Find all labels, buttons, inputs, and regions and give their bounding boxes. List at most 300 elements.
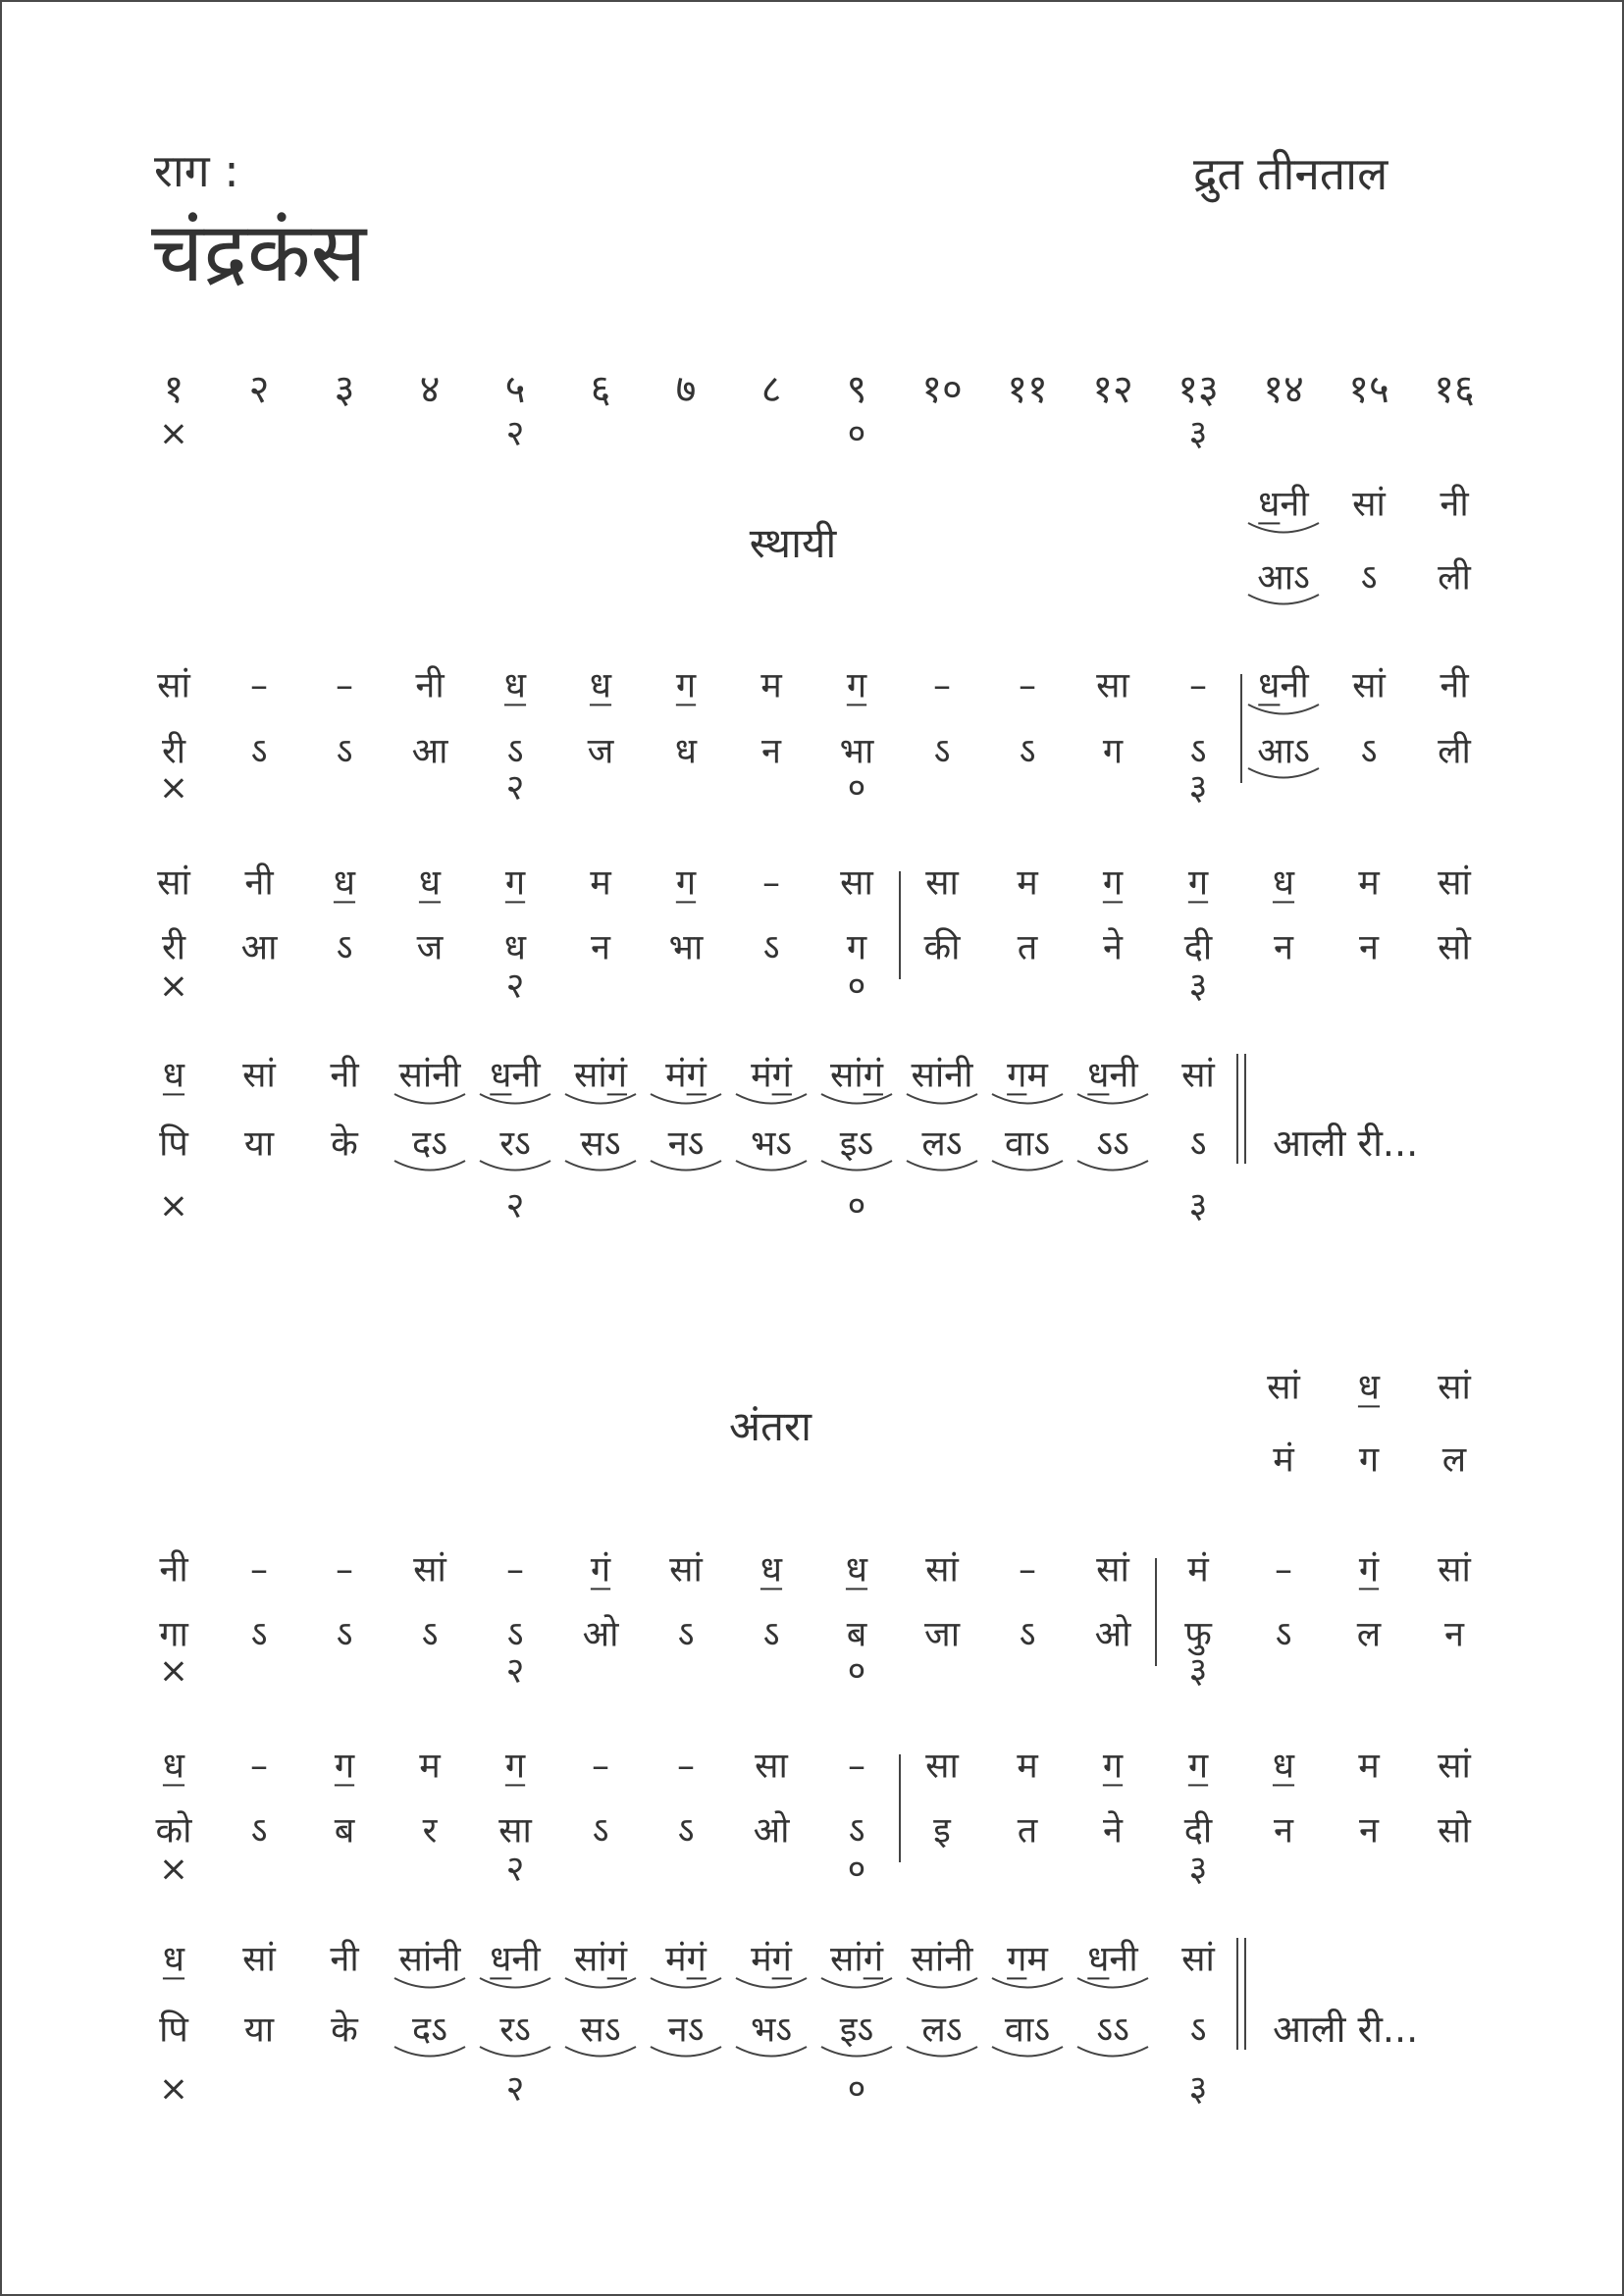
note: सांनी <box>398 1939 461 1980</box>
slur-arc <box>648 1091 724 1109</box>
komal-swar: ग <box>334 1746 355 1787</box>
lyric: र <box>422 1810 438 1852</box>
komal-swar: ध <box>1258 665 1281 706</box>
lyric: ऽऽ <box>1096 2009 1129 2051</box>
note-part: मं <box>665 1939 687 1980</box>
beat-number: १५ <box>1348 367 1389 412</box>
slur-arc <box>733 2044 810 2061</box>
note <box>590 664 611 706</box>
lyric: ऽ <box>762 927 780 968</box>
tali-marker: ० <box>847 413 866 454</box>
ending-text: आली री... <box>1273 2008 1419 2052</box>
komal-swar: गं <box>863 1939 883 1980</box>
lyric: भऽ <box>750 2009 793 2051</box>
lyric: के <box>331 1123 358 1165</box>
note: सांनी <box>911 1055 973 1096</box>
note <box>676 664 696 706</box>
note <box>163 1938 184 1980</box>
note: म <box>1017 862 1038 904</box>
sthayi-title: स्थायी <box>749 518 837 567</box>
beat-number: २ <box>248 367 270 412</box>
lyric: दऽ <box>412 2009 447 2051</box>
note: सां <box>242 1939 276 1980</box>
lyric: ऽ <box>848 1810 865 1852</box>
beat-number: ६ <box>590 367 611 412</box>
note: सा <box>925 862 959 904</box>
note <box>505 1745 525 1787</box>
note: सां <box>157 665 190 706</box>
pickup-lyric: ग <box>1358 1439 1380 1481</box>
slur-arc <box>1245 765 1322 783</box>
lyric: आ <box>240 927 278 968</box>
komal-swar: ध <box>503 665 527 706</box>
beat-number: ४ <box>419 367 441 412</box>
tali-marker: ० <box>847 1650 866 1692</box>
lyric: इऽ <box>839 2009 874 2051</box>
note: – <box>762 862 780 904</box>
lyric: सो <box>1438 1810 1471 1852</box>
lyric: ज <box>587 731 614 772</box>
komal-swar: ग <box>1102 1746 1124 1787</box>
note-part: मं <box>751 1055 772 1096</box>
lyric: वाऽ <box>1004 1123 1051 1165</box>
komal-swar: ग <box>1187 862 1209 904</box>
lyric: सऽ <box>580 2009 621 2051</box>
slur-arc <box>1245 702 1322 719</box>
note: सां <box>669 1549 703 1591</box>
vibhag-barline <box>1155 1558 1157 1666</box>
komal-swar: ग <box>1007 1939 1027 1980</box>
note <box>760 1548 782 1591</box>
lyric: या <box>243 2009 275 2051</box>
note-part: मं <box>665 1055 687 1096</box>
slur-arc <box>392 1091 468 1109</box>
lyric: ने <box>1103 1810 1123 1852</box>
note: मं <box>1187 1549 1209 1591</box>
lyric: ब <box>334 1810 355 1852</box>
slur-arc <box>477 1091 553 1109</box>
lyric: ऽ <box>506 1614 524 1655</box>
komal-swar: ध <box>162 1746 185 1787</box>
lyric: के <box>331 2009 358 2051</box>
slur-arc <box>477 1158 553 1175</box>
note <box>335 1745 354 1787</box>
lyric: ने <box>1103 927 1123 968</box>
lyric: री <box>161 927 186 968</box>
lyric: ऽ <box>677 1810 695 1852</box>
komal-swar: ग <box>1007 1055 1027 1096</box>
note: म <box>1017 1746 1038 1787</box>
beat-number: १४ <box>1263 367 1304 412</box>
lyric: ऽ <box>1019 1614 1036 1655</box>
tali-marker: ० <box>847 767 866 809</box>
lyric: ऽ <box>336 1614 353 1655</box>
lyric: ऽ <box>592 1810 609 1852</box>
slur-arc <box>1074 2044 1151 2061</box>
komal-swar: गं <box>606 1939 627 1980</box>
lyric: ऽ <box>933 731 951 772</box>
lyric: ध <box>503 927 527 968</box>
note <box>846 1548 867 1591</box>
note: सां <box>925 1549 959 1591</box>
slur-arc <box>733 1158 810 1175</box>
note: सा <box>755 1746 788 1787</box>
komal-swar: गं <box>771 1055 792 1096</box>
komal-swar: गं <box>686 1055 707 1096</box>
beat-number: ८ <box>760 367 782 412</box>
double-barline <box>1244 1054 1246 1164</box>
slur-arc <box>904 1091 980 1109</box>
pickup-note: सां <box>1438 1367 1471 1408</box>
tali-marker: × <box>158 767 189 809</box>
komal-swar: ध <box>162 1939 185 1980</box>
lyric: को <box>155 1810 192 1852</box>
vibhag-barline <box>1240 674 1242 783</box>
komal-swar: ध <box>418 862 442 904</box>
lyric: दी <box>1183 1810 1213 1852</box>
komal-swar: ग <box>675 862 697 904</box>
lyric: ग <box>1102 731 1124 772</box>
note <box>505 861 525 904</box>
lyric: ध <box>674 731 698 772</box>
note-part: सां <box>830 1055 864 1096</box>
lyric: ऽ <box>1189 1123 1207 1165</box>
tali-marker: २ <box>505 1849 525 1890</box>
note <box>163 1054 184 1096</box>
lyric: ऽ <box>677 1614 695 1655</box>
lyric: ऽऽ <box>1096 1123 1129 1165</box>
slur-arc <box>733 1091 810 1109</box>
note: – <box>848 1746 865 1787</box>
beat-number: १२ <box>1092 367 1133 412</box>
note: नी <box>415 665 445 706</box>
tali-marker: × <box>158 2068 189 2110</box>
lyric: आऽ <box>1257 731 1310 772</box>
lyric: ऽ <box>506 731 524 772</box>
note: नी <box>330 1055 359 1096</box>
raag-label: राग : <box>154 144 239 197</box>
note-part: सां <box>574 1055 607 1096</box>
beat-number: ११ <box>1007 367 1048 412</box>
lyric: ओ <box>1094 1614 1131 1655</box>
lyric: त <box>1017 927 1038 968</box>
note <box>847 664 866 706</box>
slur-arc <box>648 2044 724 2061</box>
double-barline <box>1236 1938 1238 2050</box>
note <box>591 1548 610 1591</box>
lyric: दी <box>1183 927 1213 968</box>
note-part: नी <box>511 1055 541 1096</box>
lyric: न <box>1274 927 1293 968</box>
tali-marker: ० <box>847 965 866 1007</box>
note: म <box>1358 862 1380 904</box>
note <box>419 861 441 904</box>
note-part: सां <box>574 1939 607 1980</box>
lyric: री <box>161 731 186 772</box>
komal-swar: ग <box>846 665 867 706</box>
komal-swar: गं <box>1358 1549 1380 1591</box>
note: – <box>1189 665 1207 706</box>
note: म <box>1358 1746 1380 1787</box>
slur-arc <box>989 1975 1066 1993</box>
pickup-lyric: ल <box>1441 1439 1467 1481</box>
pickup-lyric: मं <box>1273 1439 1294 1481</box>
pickup-note <box>1358 1366 1380 1408</box>
slur-arc <box>904 1975 980 1993</box>
slur-arc <box>392 1975 468 1993</box>
slur-arc <box>818 2044 895 2061</box>
note-part: म <box>1026 1939 1048 1980</box>
taal-name: द्रुत तीनताल <box>1193 147 1388 200</box>
lyric: ब <box>846 1614 867 1655</box>
vibhag-barline <box>899 871 901 979</box>
pickup-note: नी <box>1440 484 1469 525</box>
note: सां <box>413 1549 446 1591</box>
komal-swar: ध <box>490 1939 512 1980</box>
beat-number: ७ <box>675 367 697 412</box>
pickup-lyric: ऽ <box>1360 557 1378 599</box>
note: – <box>1019 1549 1036 1591</box>
slur-arc <box>1074 1975 1151 1993</box>
beat-number: ५ <box>504 367 526 412</box>
lyric: न <box>761 731 781 772</box>
lyric: दऽ <box>412 1123 447 1165</box>
lyric: इऽ <box>839 1123 874 1165</box>
note <box>676 861 696 904</box>
tali-marker: ३ <box>1188 1185 1208 1226</box>
komal-swar: गं <box>771 1939 792 1980</box>
lyric: भऽ <box>750 1123 793 1165</box>
slur-arc <box>392 2044 468 2061</box>
pickup-note: सां <box>1352 484 1386 525</box>
note: सा <box>1096 665 1129 706</box>
lyric: या <box>243 1123 275 1165</box>
lyric: ज <box>416 927 444 968</box>
beat-number: १ <box>163 367 184 412</box>
beat-number: १० <box>921 367 963 412</box>
komal-swar: ध <box>589 665 612 706</box>
lyric: ओ <box>582 1614 619 1655</box>
komal-swar: गं <box>606 1055 627 1096</box>
komal-swar: ध <box>162 1055 185 1096</box>
ending-text: आली री... <box>1273 1122 1419 1166</box>
note: – <box>506 1549 524 1591</box>
slur-arc <box>733 1975 810 1993</box>
tali-marker: ० <box>847 1849 866 1890</box>
lyric: जा <box>923 1614 961 1655</box>
note: – <box>592 1746 609 1787</box>
tali-marker: × <box>158 1185 189 1226</box>
tali-marker: ३ <box>1188 413 1208 454</box>
slur-arc <box>989 2044 1066 2061</box>
lyric: रऽ <box>499 2009 531 2051</box>
beat-number: ३ <box>334 367 355 412</box>
note: नी <box>330 1939 359 1980</box>
komal-swar: ध <box>1258 484 1281 525</box>
lyric: पि <box>159 1123 188 1165</box>
note-part: मं <box>751 1939 772 1980</box>
slur-arc <box>392 1158 468 1175</box>
slur-arc <box>904 2044 980 2061</box>
note-part: नी <box>1109 1055 1138 1096</box>
note: सांनी <box>911 1939 973 1980</box>
komal-swar: ध <box>760 1549 783 1591</box>
raag-name: चंद्रकंस <box>151 204 367 300</box>
note-part: म <box>1026 1055 1048 1096</box>
slur-arc <box>818 1091 895 1109</box>
komal-swar: गं <box>686 1939 707 1980</box>
note: – <box>1019 665 1036 706</box>
note: म <box>590 862 611 904</box>
note: सां <box>1096 1549 1129 1591</box>
beat-number: ९ <box>846 367 867 412</box>
komal-swar: ध <box>1357 1367 1381 1408</box>
lyric: न <box>591 927 610 968</box>
lyric: ग <box>846 927 867 968</box>
lyric: सो <box>1438 927 1471 968</box>
note <box>1188 861 1208 904</box>
komal-swar: गं <box>863 1055 883 1096</box>
lyric: ऽ <box>1189 731 1207 772</box>
komal-swar: ध <box>490 1055 512 1096</box>
note <box>1273 1745 1294 1787</box>
tali-marker: ० <box>847 2068 866 2110</box>
lyric: लऽ <box>921 1123 963 1165</box>
tali-marker: ० <box>847 1185 866 1226</box>
note <box>504 664 526 706</box>
note <box>1273 861 1294 904</box>
note: – <box>336 1549 353 1591</box>
lyric: न <box>1444 1614 1464 1655</box>
lyric: ऽ <box>250 1810 268 1852</box>
pickup-note-part: नी <box>1280 484 1309 525</box>
lyric: की <box>923 927 961 968</box>
lyric: न <box>1359 927 1379 968</box>
komal-swar: ग <box>675 665 697 706</box>
lyric: सा <box>498 1810 532 1852</box>
lyric: ऽ <box>1019 731 1036 772</box>
lyric: ऽ <box>250 731 268 772</box>
note: नी <box>1440 665 1469 706</box>
slur-arc <box>1245 592 1322 609</box>
note-part: नी <box>511 1939 541 1980</box>
lyric: ऽ <box>336 927 353 968</box>
double-barline <box>1244 1938 1246 2050</box>
lyric: वाऽ <box>1004 2009 1051 2051</box>
antara-title: अंतरा <box>728 1401 812 1450</box>
tali-marker: × <box>158 1650 189 1692</box>
tali-marker: २ <box>505 1650 525 1692</box>
lyric: भा <box>668 927 704 968</box>
tali-marker: ३ <box>1188 965 1208 1007</box>
komal-swar: ध <box>333 862 356 904</box>
note: – <box>336 665 353 706</box>
lyric: ओ <box>753 1810 790 1852</box>
slur-arc <box>562 2044 639 2061</box>
lyric: ली <box>1438 731 1471 772</box>
lyric: आ <box>411 731 448 772</box>
slur-arc <box>477 1975 553 1993</box>
note: – <box>1275 1549 1292 1591</box>
beat-number: १६ <box>1434 367 1475 412</box>
pickup-note: सां <box>1267 1367 1300 1408</box>
lyric: रऽ <box>499 1123 531 1165</box>
komal-swar: ग <box>504 1746 526 1787</box>
note <box>1359 1548 1379 1591</box>
note-part: नी <box>1109 1939 1138 1980</box>
note: सां <box>242 1055 276 1096</box>
slur-arc <box>1074 1158 1151 1175</box>
slur-arc <box>562 1158 639 1175</box>
lyric: भा <box>839 731 874 772</box>
lyric: ऽ <box>336 731 353 772</box>
slur-arc <box>562 1975 639 1993</box>
slur-arc <box>818 1158 895 1175</box>
komal-swar: ध <box>845 1549 868 1591</box>
lyric: ऽ <box>762 1614 780 1655</box>
tali-marker: ३ <box>1188 767 1208 809</box>
komal-swar: ग <box>1102 862 1124 904</box>
tali-marker: × <box>158 413 189 454</box>
komal-swar: ध <box>1087 1939 1110 1980</box>
komal-swar: ध <box>1272 862 1295 904</box>
tali-marker: ३ <box>1188 1849 1208 1890</box>
note <box>334 861 355 904</box>
slur-arc <box>648 1975 724 1993</box>
note <box>1103 1745 1123 1787</box>
double-barline <box>1236 1054 1238 1164</box>
lyric: ऽ <box>1360 731 1378 772</box>
note: सां <box>1181 1055 1215 1096</box>
note: – <box>250 1746 268 1787</box>
komal-swar: गं <box>590 1549 611 1591</box>
lyric: गा <box>159 1614 188 1655</box>
lyric: नऽ <box>667 2009 705 2051</box>
komal-swar: ध <box>1272 1746 1295 1787</box>
note: सां <box>1438 1746 1471 1787</box>
tali-marker: २ <box>505 767 525 809</box>
vibhag-barline <box>899 1754 901 1862</box>
note <box>1103 861 1123 904</box>
lyric: न <box>1274 1810 1293 1852</box>
lyric: ऽ <box>1275 1614 1292 1655</box>
slur-arc <box>477 2044 553 2061</box>
note: म <box>419 1746 441 1787</box>
lyric: सऽ <box>580 1123 621 1165</box>
pickup-lyric: ली <box>1438 557 1471 599</box>
lyric: फु <box>1184 1614 1212 1655</box>
note: सा <box>925 1746 959 1787</box>
note: सां <box>1352 665 1386 706</box>
tali-marker: २ <box>505 965 525 1007</box>
note: सां <box>157 862 190 904</box>
note: नी <box>244 862 274 904</box>
note-part: सां <box>830 1939 864 1980</box>
lyric: ल <box>1356 1614 1382 1655</box>
note: नी <box>159 1549 188 1591</box>
slur-arc <box>648 1158 724 1175</box>
note <box>163 1745 184 1787</box>
lyric: लऽ <box>921 2009 963 2051</box>
note: सांनी <box>398 1055 461 1096</box>
lyric: नऽ <box>667 1123 705 1165</box>
lyric: त <box>1017 1810 1038 1852</box>
note: – <box>250 1549 268 1591</box>
slur-arc <box>1074 1091 1151 1109</box>
note: – <box>933 665 951 706</box>
slur-arc <box>818 1975 895 1993</box>
tali-marker: २ <box>505 413 525 454</box>
